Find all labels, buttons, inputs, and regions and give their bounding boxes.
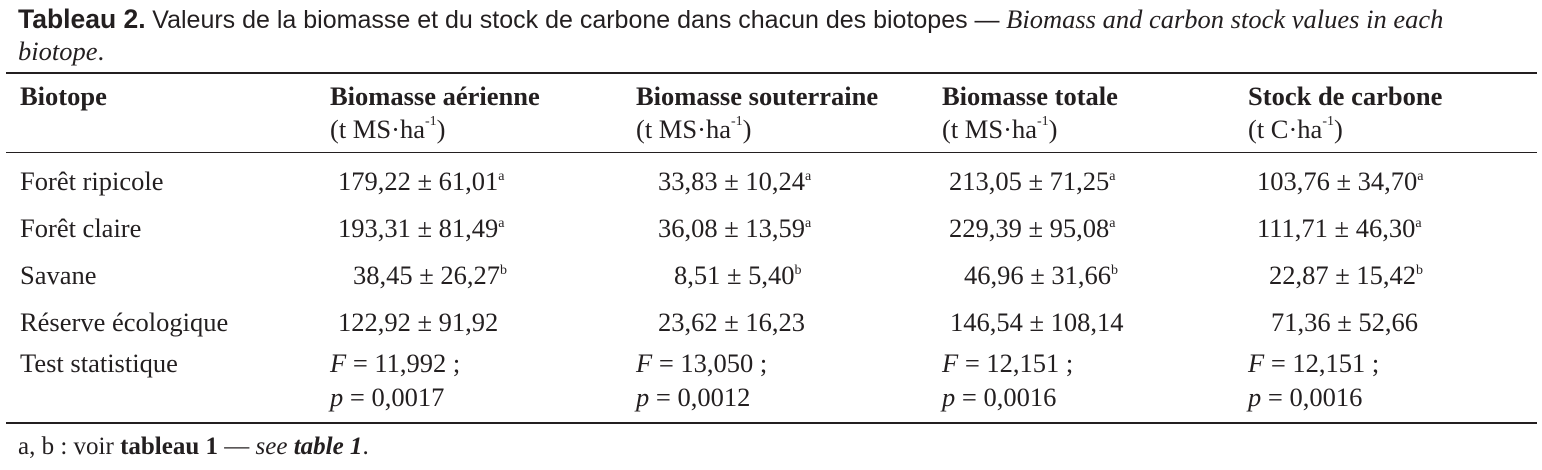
row-label: Réserve écologique — [20, 307, 229, 337]
table-cell: 122,92 ± 91,92 — [338, 307, 499, 337]
header-stock-carbone: Stock de carbone (t $C\cdot ha^{-1}$) — [1243, 80, 1542, 152]
table-cell: 103,76 ± 34,70$^a$ — [1257, 166, 1424, 196]
table-cell: 146,54 ± 108,14 — [950, 307, 1124, 337]
data-table — [0, 80, 1542, 414]
table-cell: 229,39 ± 95,08$^a$ — [949, 213, 1116, 243]
row-label: Forêt ripicole — [20, 166, 164, 196]
table-cell: F = 13,050 ; p = 0,0012 — [636, 348, 768, 412]
table-row-stat-test — [0, 346, 1542, 414]
table-row — [0, 205, 1542, 252]
table-row — [0, 152, 1542, 205]
table-footnote: a, b : voir tableau 1 — see table 1. — [18, 433, 369, 460]
bottom-rule — [6, 422, 1537, 424]
table-cell: F = 12,151 ; p = 0,0016 — [942, 348, 1074, 412]
header-biomasse-totale: Biomasse totale (t $MS\cdot ha^{-1}$) — [937, 80, 1243, 152]
header-biotope: Biotope — [20, 81, 107, 111]
table-cell: 46,96 ± 31,66$^b$ — [964, 260, 1119, 290]
caption-text-en: Biomass and carbon stock values in each biotope — [18, 4, 1444, 66]
table-cell: 213,05 ± 71,25$^a$ — [949, 166, 1116, 196]
unit: (t $MS\cdot ha^{-1}$) — [330, 114, 446, 144]
row-label: Test statistique — [20, 348, 178, 378]
header-biomasse-aerienne: Biomasse aérienne (t $MS\cdot ha^{-1}$) — [325, 80, 631, 152]
table-cell: 33,83 ± 10,24$^a$ — [658, 166, 812, 196]
table-row — [0, 299, 1542, 346]
caption-label: Tableau 2. — [18, 4, 146, 34]
table-cell: 111,71 ± 46,30$^a$ — [1257, 213, 1422, 243]
caption-text-fr: Valeurs de la biomasse et du stock de carbone dans chacun des biotopes — — [152, 6, 1000, 34]
table-cell: 8,51 ± 5,40$^b$ — [674, 260, 802, 290]
table-cell: 22,87 ± 15,42$^b$ — [1269, 260, 1424, 290]
table-cell: 193,31 ± 81,49$^a$ — [338, 213, 505, 243]
unit: (t $C\cdot ha^{-1}$) — [1248, 114, 1343, 144]
unit: (t $MS\cdot ha^{-1}$) — [636, 114, 752, 144]
table-row — [0, 252, 1542, 299]
unit: (t $MS\cdot ha^{-1}$) — [942, 114, 1058, 144]
table-caption — [18, 4, 1533, 67]
table-cell: 179,22 ± 61,01$^a$ — [338, 166, 505, 196]
table-cell: 71,36 ± 52,66 — [1271, 307, 1419, 337]
row-label: Savane — [20, 260, 97, 290]
table-header-row — [0, 80, 1542, 152]
row-label: Forêt claire — [20, 213, 142, 243]
table-cell: F = 12,151 ; p = 0,0016 — [1248, 348, 1380, 412]
caption-end: . — [97, 36, 105, 66]
header-biomasse-souterraine: Biomasse souterraine (t $MS\cdot ha^{-1}$) — [631, 80, 937, 152]
table-cell: 36,08 ± 13,59$^a$ — [658, 213, 812, 243]
table-cell: 38,45 ± 26,27$^b$ — [353, 260, 508, 290]
table-cell: F = 11,992 ; p = 0,0017 — [330, 348, 461, 412]
top-rule — [6, 72, 1537, 74]
table-cell: 23,62 ± 16,23 — [658, 307, 806, 337]
